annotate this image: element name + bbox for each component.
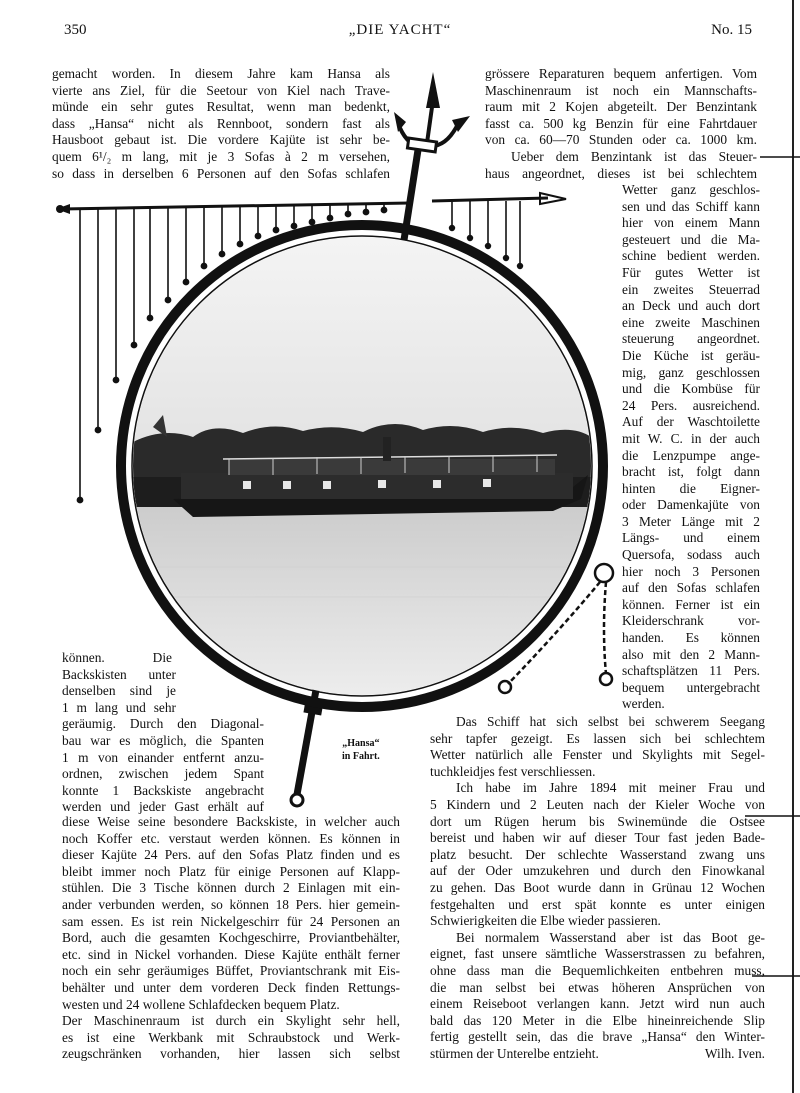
text-line: bald das 120 Meter in die Elbe hineinreichende Slip <box>430 1012 765 1028</box>
text-line: dort um Rügen herum bis Swinemünde die Ostsee <box>430 813 765 829</box>
pendant-knob <box>381 207 386 212</box>
text-line: sam essen. Es ist rein Nickelgeschirr für 24 Personen an <box>62 913 400 929</box>
text-line: auf der Oder umzukehren und durch den Finowkanal <box>430 863 765 879</box>
pendant-knob <box>183 279 188 284</box>
text-line: hinten die Eigner- <box>622 480 760 496</box>
text-line: Der Maschinenraum ist durch ein Skylight sehr hell, <box>62 1013 400 1029</box>
pendant-knob <box>363 209 368 214</box>
text-line: Backskisten unter <box>62 666 176 682</box>
caption-title: „Hansa“ <box>342 738 380 749</box>
text-line: an Deck und auch dort <box>622 298 760 314</box>
text-line: platz besucht. Der schlechte Wasserstand zwang uns <box>430 846 765 862</box>
text-line: bleibt immer noch Platz für einige Personen auf Klapp- <box>62 863 400 879</box>
text-line: quem 6¹/₂ m lang, mit je 3 Sofas à 2 m versehen, <box>52 148 390 164</box>
text-line: eignet, fast unsere sämtliche Wasserstrassen zu befahren, <box>430 946 765 962</box>
text-line: können. Die <box>62 650 172 665</box>
pendant-knob <box>468 236 473 241</box>
text-line: zeugschränken vorhanden, hier lassen sich selbst <box>62 1046 400 1062</box>
text-line: Maschinenraum ist noch ein Mannschafts- <box>485 82 757 98</box>
text-line: bracht ist, folgt dann <box>622 464 760 480</box>
text-line: diese Weise seine besondere Backskiste, in welcher auch <box>62 814 400 829</box>
text-line: hier noch 3 Personen <box>622 563 760 579</box>
text-line: handen. Es können <box>622 630 760 646</box>
text-line: werden. <box>622 696 665 712</box>
text-line: hier von einem Mann <box>622 215 760 231</box>
text-line: 1 m von einander entfernt anzu- <box>62 749 264 765</box>
text-line: also mit den 2 Mann- <box>622 646 760 662</box>
text-line: 5 Kindern und 2 Leuten nach der Kieler Woche von <box>430 796 765 812</box>
text-line: Wilh. Iven. <box>704 1045 765 1061</box>
text-line: ordnen, zwischen jedem Spant <box>62 766 264 782</box>
text-line: steuerung angeordnet. <box>622 331 760 347</box>
text-line: mit W. C. in der auch <box>622 430 760 446</box>
text-line: Kleiderschrank vor- <box>622 613 760 629</box>
text-line: sen und das Schiff kann <box>622 198 760 214</box>
text-line: Für gutes Wetter ist <box>622 264 760 280</box>
pendant-knob <box>77 497 82 502</box>
text-block-left-bottom <box>62 814 400 1063</box>
pendant-knob <box>147 315 152 320</box>
text-line: fertig gestellt sein, das die brave „Hansa“ den Winter- <box>430 1029 765 1045</box>
text-line: Wetter ganz geschlos- <box>622 182 760 197</box>
text-line: auf den Sofas schlafen <box>622 580 760 596</box>
pendant-knob <box>345 211 350 216</box>
text-line: tuchkleidjes fest verschliessen. <box>430 763 596 779</box>
pendant-knob <box>309 219 314 224</box>
text-line: Bei normalem Wasserstand aber ist das Boot ge- <box>456 929 765 945</box>
text-line: konnte 1 Backskiste angebracht <box>62 782 264 798</box>
pendant-knob <box>201 263 206 268</box>
text-line: Die Küche ist geräu- <box>622 347 760 363</box>
pendant-knob <box>219 251 224 256</box>
pendant-knob <box>327 215 332 220</box>
photo-caption <box>342 737 380 763</box>
text-line: Bord, auch die gesamten Kochgeschirre, Proviantbehälter, <box>62 930 400 946</box>
text-block-left-top <box>52 66 390 182</box>
text-line: Ich habe im Jahre 1894 mit meiner Frau und <box>456 780 765 796</box>
text-line: mig, ganz geschlossen <box>622 364 760 380</box>
text-block-right-bottom <box>430 714 765 1067</box>
text-line: grössere Reparaturen bequem anfertigen. Vom <box>485 66 757 81</box>
text-line: ohne dass man die Bequemlichkeiten entbehren muss, <box>430 962 765 978</box>
text-line: Hausboot gebaut ist. Die vordere Kajüte ist sehr be- <box>52 132 390 148</box>
text-line: können. Ferner ist ein <box>622 596 760 612</box>
text-line: geräumig. Durch den Diagonal- <box>62 716 264 732</box>
text-line: stürmen der Unterelbe entzieht. <box>430 1045 599 1061</box>
text-block-right-narrow <box>622 182 760 713</box>
text-line: zu gehen. Das Boot wurde dann in Grünau 12 Wochen <box>430 879 765 895</box>
text-line: raum mit 2 Kojen abgeteilt. Der Benzintank <box>485 99 757 115</box>
text-line: dieser Kajüte 24 Pers. auf den Sofas Platz finden und es <box>62 847 400 863</box>
text-line: gesteuert und die Ma- <box>622 231 760 247</box>
text-line: bereist und haben wir auf dieser Tour fast jeden Bade- <box>430 830 765 846</box>
pendant-knob <box>518 264 523 269</box>
text-line: werden und jeder Gast erhält auf <box>62 799 264 815</box>
text-line: bau war es möglich, die Spanten <box>62 732 264 748</box>
text-line: eine zweite Maschinen <box>622 314 760 330</box>
text-line: bequem untergebracht <box>622 679 760 695</box>
text-line: es ist eine Werkbank mit Schraubstock und Werk- <box>62 1029 400 1045</box>
text-line: dass „Hansa“ nicht als Rennboot, sondern fast als <box>52 115 390 131</box>
text-line: oder Damenkajüte von <box>622 497 760 513</box>
issue-number: No. 15 <box>711 22 752 38</box>
text-line: stühlen. Die 3 Tische können durch 2 Einlagen mit ein- <box>62 880 400 896</box>
pendant-knob <box>113 377 118 382</box>
text-line: gemacht worden. In diesem Jahre kam Hansa als <box>52 66 390 81</box>
pendant-knob <box>486 244 491 249</box>
boat-photo-illustration <box>133 237 591 695</box>
pendant-knob <box>273 227 278 232</box>
pendant-knob <box>291 223 296 228</box>
text-line: 3 Meter Länge mit 2 <box>622 513 760 529</box>
text-line: schine bedient werden. <box>622 248 760 264</box>
text-line: behälter und unter dem vorderen Deck finden Rettungs- <box>62 979 400 995</box>
text-line: Quersofa, sodass auch <box>622 547 760 563</box>
text-line: münde ein sehr gutes Resultat, wenn man bedenkt, <box>52 99 390 115</box>
text-line: vierte ans Ziel, für die Seetour von Kiel nach Trave- <box>52 82 390 98</box>
text-line: noch ein sehr geräumiges Büffet, Proviantschrank mit Eis- <box>62 963 400 979</box>
text-line: westen und 24 wollene Schlafdecken bequem Platz. <box>62 996 340 1012</box>
text-line: die Lenzpumpe ange- <box>622 447 760 463</box>
text-line: sehr tapfer gezeigt. Es lassen sich bei schlechtem <box>430 730 765 746</box>
pendant-knob <box>95 427 100 432</box>
pendant-knob <box>237 241 242 246</box>
text-block-left-narrow <box>62 650 264 816</box>
text-line: Das Schiff hat sich selbst bei schwerem Seegang <box>456 714 765 729</box>
text-line: noch Koffer etc. verstaut werden können. Es können in <box>62 830 400 846</box>
hansa-photo <box>133 237 591 695</box>
caption-subtitle: in Fahrt. <box>342 751 380 762</box>
text-line: Auf der Waschtoilette <box>622 414 760 430</box>
pendant-knob <box>131 342 136 347</box>
text-line: denselben sind je <box>62 683 176 699</box>
text-line: so dass in derselben 6 Personen auf den Sofas schlafen <box>52 165 390 181</box>
text-line: festgehalten und erst spät konnte es unter einigen <box>430 896 765 912</box>
text-line: Längs- und einem <box>622 530 760 546</box>
text-line: von ca. 60—70 Stunden oder ca. 1000 km. <box>485 132 757 148</box>
journal-title: „DIE YACHT“ <box>348 22 452 38</box>
text-line: schaftsplätzen 11 Pers. <box>622 663 760 679</box>
text-line: einem Reiseboot verlangen kann. Jetzt wird nun auch <box>430 996 765 1012</box>
pendant-knob <box>504 256 509 261</box>
text-line: 1 m lang und sehr <box>62 699 176 715</box>
text-line: 24 Pers. ausreichend. <box>622 397 760 413</box>
pendant-knob <box>255 233 260 238</box>
text-line: ein zweites Steuerrad <box>622 281 760 297</box>
text-line: etc. sind in Nickel vorhanden. Diese Kajüte enthält ferner <box>62 946 400 962</box>
text-line: Ueber dem Benzintank ist das Steuer- <box>511 148 757 164</box>
pendant-knob <box>450 226 455 231</box>
text-line: und die Kombüse für <box>622 381 760 397</box>
text-line: die man selbst bei etwas höheren Ansprüchen von <box>430 979 765 995</box>
text-line: ander verbunden werden, so können 18 Pers. hier gemein- <box>62 896 400 912</box>
text-line: haus angeordnet, dieses ist bei schlechtem <box>485 165 757 181</box>
text-line: fasst ca. 500 kg Benzin für eine Fahrtdauer <box>485 115 757 131</box>
page-number: 350 <box>64 22 87 38</box>
text-block-right-top <box>485 66 757 182</box>
pendant-knob <box>165 297 170 302</box>
text-line: Schwierigkeiten die Elbe wieder passieren. <box>430 913 661 929</box>
text-line: Wetter natürlich alle Fenster und Skylights mit Segel- <box>430 747 765 763</box>
